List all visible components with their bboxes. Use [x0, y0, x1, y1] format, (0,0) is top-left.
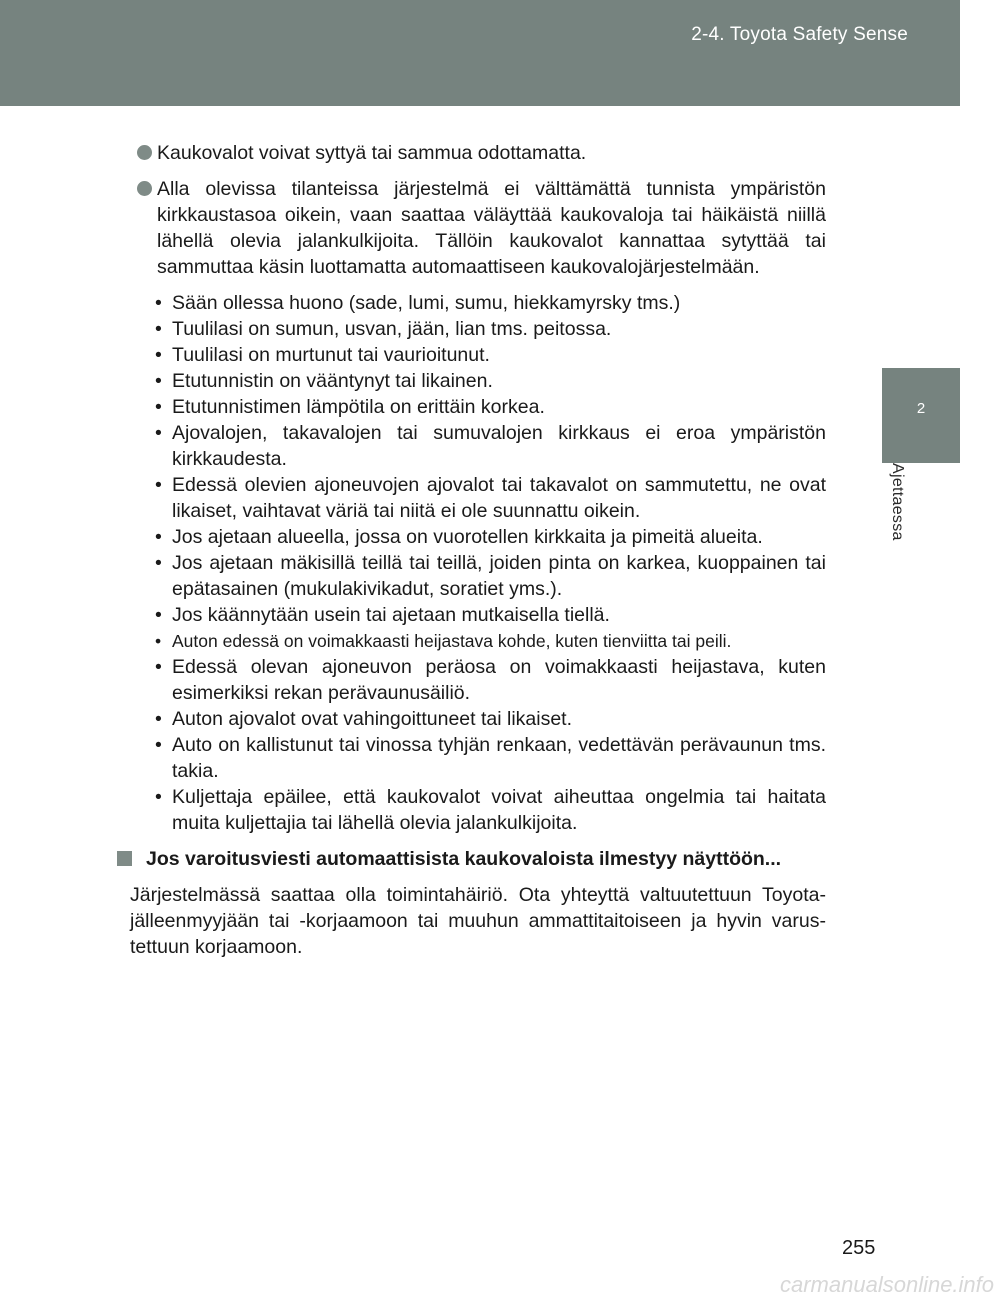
- bullet-text: Kaukovalot voivat syttyä tai sammua odottamatta.: [157, 142, 587, 164]
- list-item: [130, 732, 826, 784]
- bullet-paragraph: [130, 140, 826, 166]
- list-item: [130, 654, 826, 706]
- dot-bullet-icon: •: [155, 786, 162, 808]
- dot-bullet-icon: •: [155, 344, 162, 366]
- list-item-text: Jos ajetaan mäkisillä teillä tai teillä, joiden pinta on karkea, kuoppainen tai epätasainen (mukulakivikadut, soratiet yms.).: [172, 552, 826, 600]
- list-item-text: Etutunnistimen lämpötila on erittäin korkea.: [172, 396, 545, 418]
- dot-bullet-icon: •: [155, 708, 162, 730]
- list-item: [130, 472, 826, 524]
- dot-bullet-icon: •: [155, 474, 162, 496]
- dot-bullet-icon: •: [155, 526, 162, 548]
- list-item: [130, 368, 826, 394]
- dot-bullet-icon: •: [155, 552, 162, 574]
- list-item-text: Kuljettaja epäilee, että kaukovalot voivat aiheuttaa ongelmia tai haitata muita kuljettajia tai lähellä olevia jalankulkijoita.: [172, 786, 826, 834]
- conditions-list: [130, 290, 826, 836]
- dot-bullet-icon: •: [155, 422, 162, 444]
- list-item: [130, 550, 826, 602]
- watermark: carmanualsonline.info: [780, 1272, 994, 1297]
- list-item-text: Ajovalojen, takavalojen tai sumuvalojen kirkkaus ei eroa ympäristön kirkkaudesta.: [172, 422, 826, 470]
- square-bullet-icon: [117, 851, 132, 866]
- chapter-tab: [882, 368, 960, 463]
- chapter-label-text: Ajettaessa: [889, 463, 906, 541]
- section-heading: [130, 846, 826, 872]
- page-header: [0, 0, 960, 106]
- chapter-label: [886, 463, 926, 603]
- list-item: [130, 628, 826, 654]
- list-item: [130, 420, 826, 472]
- page-content: [130, 140, 826, 960]
- list-item-text: Etutunnistin on vääntynyt tai likainen.: [172, 370, 493, 392]
- dot-bullet-icon: •: [155, 631, 162, 651]
- dot-bullet-icon: •: [155, 656, 162, 678]
- dot-bullet-icon: •: [155, 396, 162, 418]
- circle-bullet-icon: [137, 145, 152, 160]
- page-number: 255: [842, 1237, 876, 1259]
- dot-bullet-icon: •: [155, 604, 162, 626]
- list-item: [130, 394, 826, 420]
- list-item: [130, 524, 826, 550]
- bullet-text: Alla olevissa tilanteissa järjestelmä ei välttämättä tunnista ympäristön kirkkaustasoa oikein, vaan saattaa väläyttää kaukovaloja tai häikäistä niillä lähellä olevia jalankulkijoita. Tällöin kaukovalot kannattaa sytyttää tai sammuttaa käsin luottamatta automaattiseen kaukovalojärjestelmään.: [157, 178, 826, 278]
- dot-bullet-icon: •: [155, 370, 162, 392]
- list-item: [130, 290, 826, 316]
- list-item: [130, 342, 826, 368]
- list-item-text: Jos ajetaan alueella, jossa on vuorotellen kirkkaita ja pimeitä alueita.: [172, 526, 763, 548]
- list-item-text: Sään ollessa huono (sade, lumi, sumu, hiekkamyrsky tms.): [172, 292, 681, 314]
- list-item-text: Tuulilasi on murtunut tai vaurioitunut.: [172, 344, 490, 366]
- list-item-text: Auton edessä on voimakkaasti heijastava kohde, kuten tienviitta tai peili.: [172, 631, 732, 651]
- list-item: [130, 706, 826, 732]
- list-item: [130, 316, 826, 342]
- list-item-text: Tuulilasi on sumun, usvan, jään, lian tms. peitossa.: [172, 318, 612, 340]
- dot-bullet-icon: •: [155, 292, 162, 314]
- list-item-text: Edessä olevien ajoneuvojen ajovalot tai takavalot on sammutettu, ne ovat likaiset, vaihtavat väriä tai niitä ei ole suunnattu oikein.: [172, 474, 826, 522]
- list-item-text: Edessä olevan ajoneuvon peräosa on voimakkaasti heijastava, kuten esimerkiksi rekan perävaunusäiliö.: [172, 656, 826, 704]
- circle-bullet-icon: [137, 181, 152, 196]
- bullet-paragraph: [130, 176, 826, 836]
- list-item: [130, 784, 826, 836]
- dot-bullet-icon: •: [155, 318, 162, 340]
- chapter-number: 2: [916, 400, 926, 417]
- section-body: Järjestelmässä saattaa olla toimintahäiriö. Ota yhteyttä valtuutettuun Toyota-jälleenmyyjään tai -korjaamoon tai muuhun ammattitaitoiseen ja hyvin varus-tettuun korjaamoon.: [130, 884, 826, 958]
- section-title: 2-4. Toyota Safety Sense: [691, 24, 908, 45]
- dot-bullet-icon: •: [155, 734, 162, 756]
- section-heading-text: Jos varoitusviesti automaattisista kaukovaloista ilmestyy näyttöön...: [146, 848, 782, 870]
- list-item-text: Auton ajovalot ovat vahingoittuneet tai likaiset.: [172, 708, 573, 730]
- list-item: [130, 602, 826, 628]
- list-item-text: Jos käännytään usein tai ajetaan mutkaisella tiellä.: [172, 604, 610, 626]
- list-item-text: Auto on kallistunut tai vinossa tyhjän renkaan, vedettävän perävaunun tms. takia.: [172, 734, 826, 782]
